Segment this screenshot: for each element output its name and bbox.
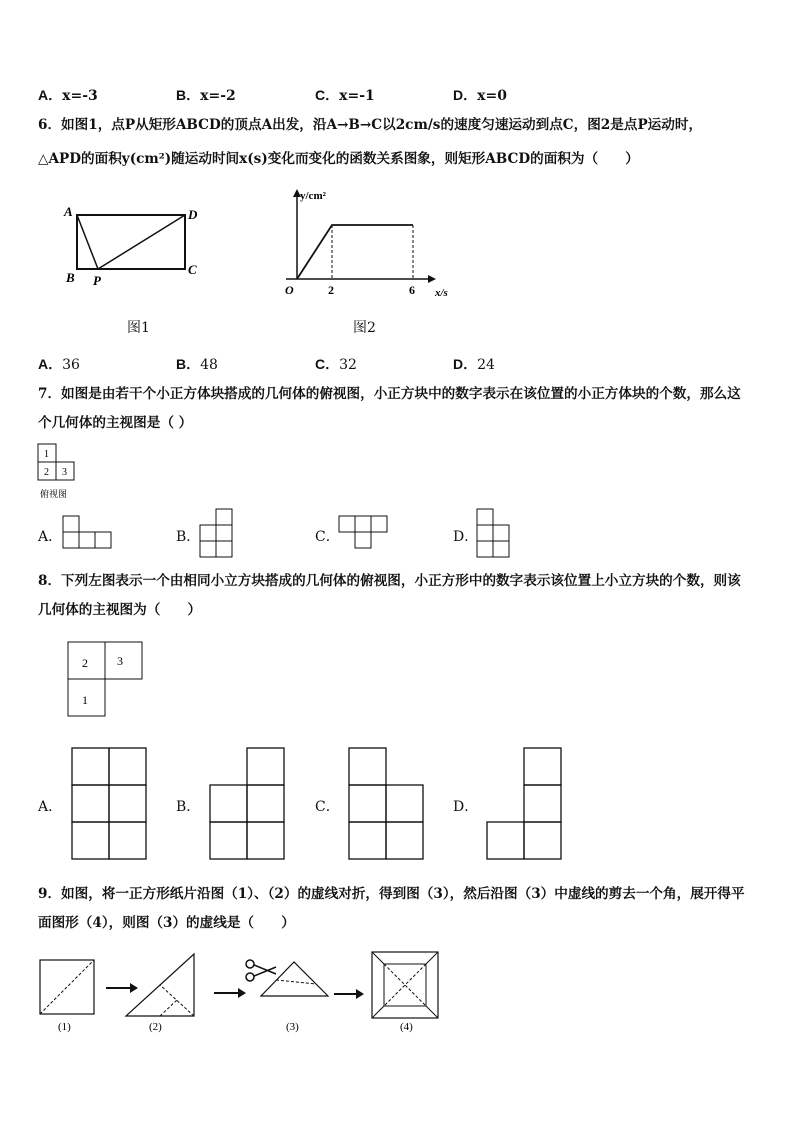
- label-p: P: [93, 273, 101, 288]
- q6-option-a[interactable]: [38, 354, 80, 374]
- label-a: A: [64, 204, 73, 219]
- q5-option-d[interactable]: [453, 85, 507, 105]
- q7-option-c-figure[interactable]: [338, 515, 390, 551]
- q7-option-b-figure[interactable]: [199, 508, 235, 558]
- origin-label: O: [285, 283, 294, 297]
- y-axis-label: y/cm²: [300, 190, 326, 202]
- option-value: x=0: [477, 88, 507, 104]
- grid-cell: [105, 642, 142, 679]
- label-d: D: [188, 207, 198, 222]
- caption-2: (2): [149, 1021, 162, 1033]
- q9-folding-figures: [36, 946, 446, 1036]
- q7-option-d-label[interactable]: D．: [453, 529, 479, 545]
- q7-text-line1: 7．如图是由若干个小正方体块搭成的几何体的俯视图，小正方块中的数字表示在该位置的小正方体块的个数，那么这: [38, 386, 741, 402]
- option-value: x=-3: [62, 88, 98, 104]
- arrow-head-icon: [356, 989, 364, 999]
- option-label: C．: [315, 87, 340, 103]
- cut-triangle: [261, 962, 328, 996]
- cell-value: 3: [117, 654, 123, 668]
- q6-figure2-graph: [270, 183, 460, 305]
- segment-pd: [98, 215, 185, 269]
- option-label: D．: [453, 87, 478, 103]
- grid-caption: 俯视图: [40, 489, 68, 499]
- option-label: A．: [38, 356, 63, 372]
- q5-option-b[interactable]: [176, 85, 236, 105]
- arrow-head-icon: [238, 988, 246, 998]
- q6-text-line2: △APD的面积y(cm²)随运动时间x(s)变化而变化的函数关系图象，则矩形ABCD的面积为（ ）: [38, 151, 639, 167]
- q8-text-line1: 8．下列左图表示一个由相同小立方块搭成的几何体的俯视图，小正方形中的数字表示该位置上小立方块的个数，则该: [38, 573, 741, 589]
- q8-option-d-label[interactable]: D．: [453, 799, 479, 815]
- option-value: 24: [477, 357, 495, 373]
- cell-value: 1: [82, 693, 88, 707]
- option-value: x=-2: [200, 88, 236, 104]
- option-label: C．: [315, 356, 340, 372]
- q6-option-d[interactable]: [453, 354, 495, 374]
- q7-option-d-figure[interactable]: [476, 508, 512, 558]
- q9-text-line1: 9．如图，将一正方形纸片沿图（1）、（2）的虚线对折，得到图（3），然后沿图（3）中虚线的剪去一个角，展开得平: [38, 886, 745, 902]
- option-value: 36: [62, 357, 80, 373]
- segment-ap: [77, 215, 98, 269]
- q7-option-c-label[interactable]: C．: [315, 529, 340, 545]
- arrow-head-icon: [130, 983, 138, 993]
- q6-option-c[interactable]: [315, 354, 357, 374]
- scissors-icon: [246, 960, 276, 981]
- q8-top-view-grid: [66, 640, 146, 720]
- q8-option-c-figure[interactable]: [348, 747, 426, 861]
- cell-value: 1: [44, 449, 49, 460]
- tick-label-2: 2: [328, 283, 334, 297]
- q7-option-b-label[interactable]: B．: [176, 529, 201, 545]
- q8-option-a-label[interactable]: A．: [38, 799, 63, 815]
- tick-label-6: 6: [409, 283, 415, 297]
- q6-option-b[interactable]: [176, 354, 218, 374]
- q8-option-d-figure[interactable]: [486, 747, 564, 861]
- q8-option-b-figure[interactable]: [209, 747, 287, 861]
- q8-option-b-label[interactable]: B．: [176, 799, 201, 815]
- graph-line: [297, 225, 413, 279]
- q9-text-line2: 面图形（4），则图（3）的虚线是（ ）: [38, 915, 295, 931]
- q7-text-line2: 个几何体的主视图是（ ）: [38, 415, 193, 431]
- rectangle-abcd: [77, 215, 185, 269]
- option-value: 48: [200, 357, 218, 373]
- option-label: B．: [176, 87, 201, 103]
- option-value: 32: [339, 357, 357, 373]
- x-axis-label: x/s: [435, 287, 448, 299]
- q8-option-a-figure[interactable]: [71, 747, 149, 861]
- cell-value: 2: [44, 467, 49, 478]
- caption-4: (4): [400, 1021, 413, 1033]
- q6-figure1: [60, 196, 220, 288]
- caption-1: (1): [58, 1021, 71, 1033]
- label-b: B: [66, 270, 75, 285]
- label-c: C: [188, 262, 197, 277]
- option-label: B．: [176, 356, 201, 372]
- option-value: x=-1: [339, 88, 375, 104]
- q6-text-line1: 6．如图1，点P从矩形ABCD的顶点A出发，沿A→B→C以2cm/s的速度匀速运动到点C，图2是点P运动时，: [38, 117, 703, 133]
- option-label: D．: [453, 356, 478, 372]
- q7-option-a-label[interactable]: A．: [38, 529, 63, 545]
- q8-option-c-label[interactable]: C．: [315, 799, 340, 815]
- q8-text-line2: 几何体的主视图为（ ）: [38, 602, 202, 618]
- caption-3: (3): [286, 1021, 299, 1033]
- q7-top-view-grid: [36, 442, 86, 502]
- cell-value: 3: [62, 467, 67, 478]
- q7-option-a-figure[interactable]: [62, 515, 114, 551]
- figure2-caption: 图2: [353, 320, 376, 336]
- q5-option-c[interactable]: [315, 85, 375, 105]
- q5-option-a[interactable]: [38, 85, 98, 105]
- x-axis-arrow-icon: [428, 275, 436, 283]
- figure1-caption: 图1: [127, 320, 150, 336]
- cell-value: 2: [82, 656, 88, 670]
- option-label: A．: [38, 87, 63, 103]
